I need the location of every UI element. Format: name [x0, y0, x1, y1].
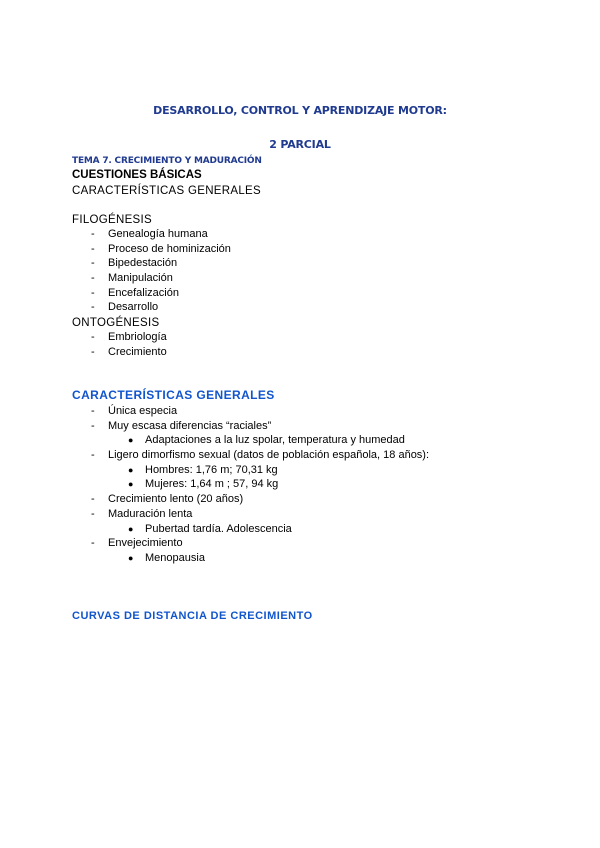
caracteristicas-generales-heading: CARACTERÍSTICAS GENERALES [72, 388, 275, 402]
curvas-heading: CURVAS DE DISTANCIA DE CRECIMIENTO [72, 610, 313, 622]
document-subtitle: 2 PARCIAL [269, 138, 331, 151]
document-title: DESARROLLO, CONTROL Y APRENDIZAJE MOTOR: [153, 104, 447, 117]
tema-heading: TEMA 7. CRECIMIENTO Y MADURACIÓN [72, 156, 262, 166]
ontogenesis-label: ONTOGÉNESIS [72, 317, 160, 329]
cuestiones-basicas-label: CUESTIONES BÁSICAS [72, 169, 202, 181]
filogenesis-label: FILOGÉNESIS [72, 214, 152, 226]
caracteristicas-label: CARACTERÍSTICAS GENERALES [72, 185, 261, 197]
document-page: DESARROLLO, CONTROL Y APRENDIZAJE MOTOR: 2 PARCIAL TEMA 7. CRECIMIENTO Y MADURACIÓN CUESTIONES BÁSICAS CARACTERÍSTICAS GENERALES FILOGÉNESIS - Genealogía humana - Proceso de hominización - Bipedestación - Manipulación - Encefalización - Desarrollo ONTOGÉNESIS - Embriología - Crecimiento CARACTERÍSTICAS GENERALES - Única especia - Muy escasa diferencias “raciales” ● Adaptaciones a la luz spolar, temperatura y humedad - Ligero dimorfismo sexual (datos de población española, 18 años): ● Hombres: 1,76 m; 70,31 kg ● Mujeres: 1,64 m ; 57, 94 kg - Crecimiento lento (20 años) - Maduración lenta ● Pubertad tardía. Adolescencia - Envejecimiento ● Menopausia CURVAS DE DISTANCIA DE CRECIMIENTO [0, 0, 600, 848]
